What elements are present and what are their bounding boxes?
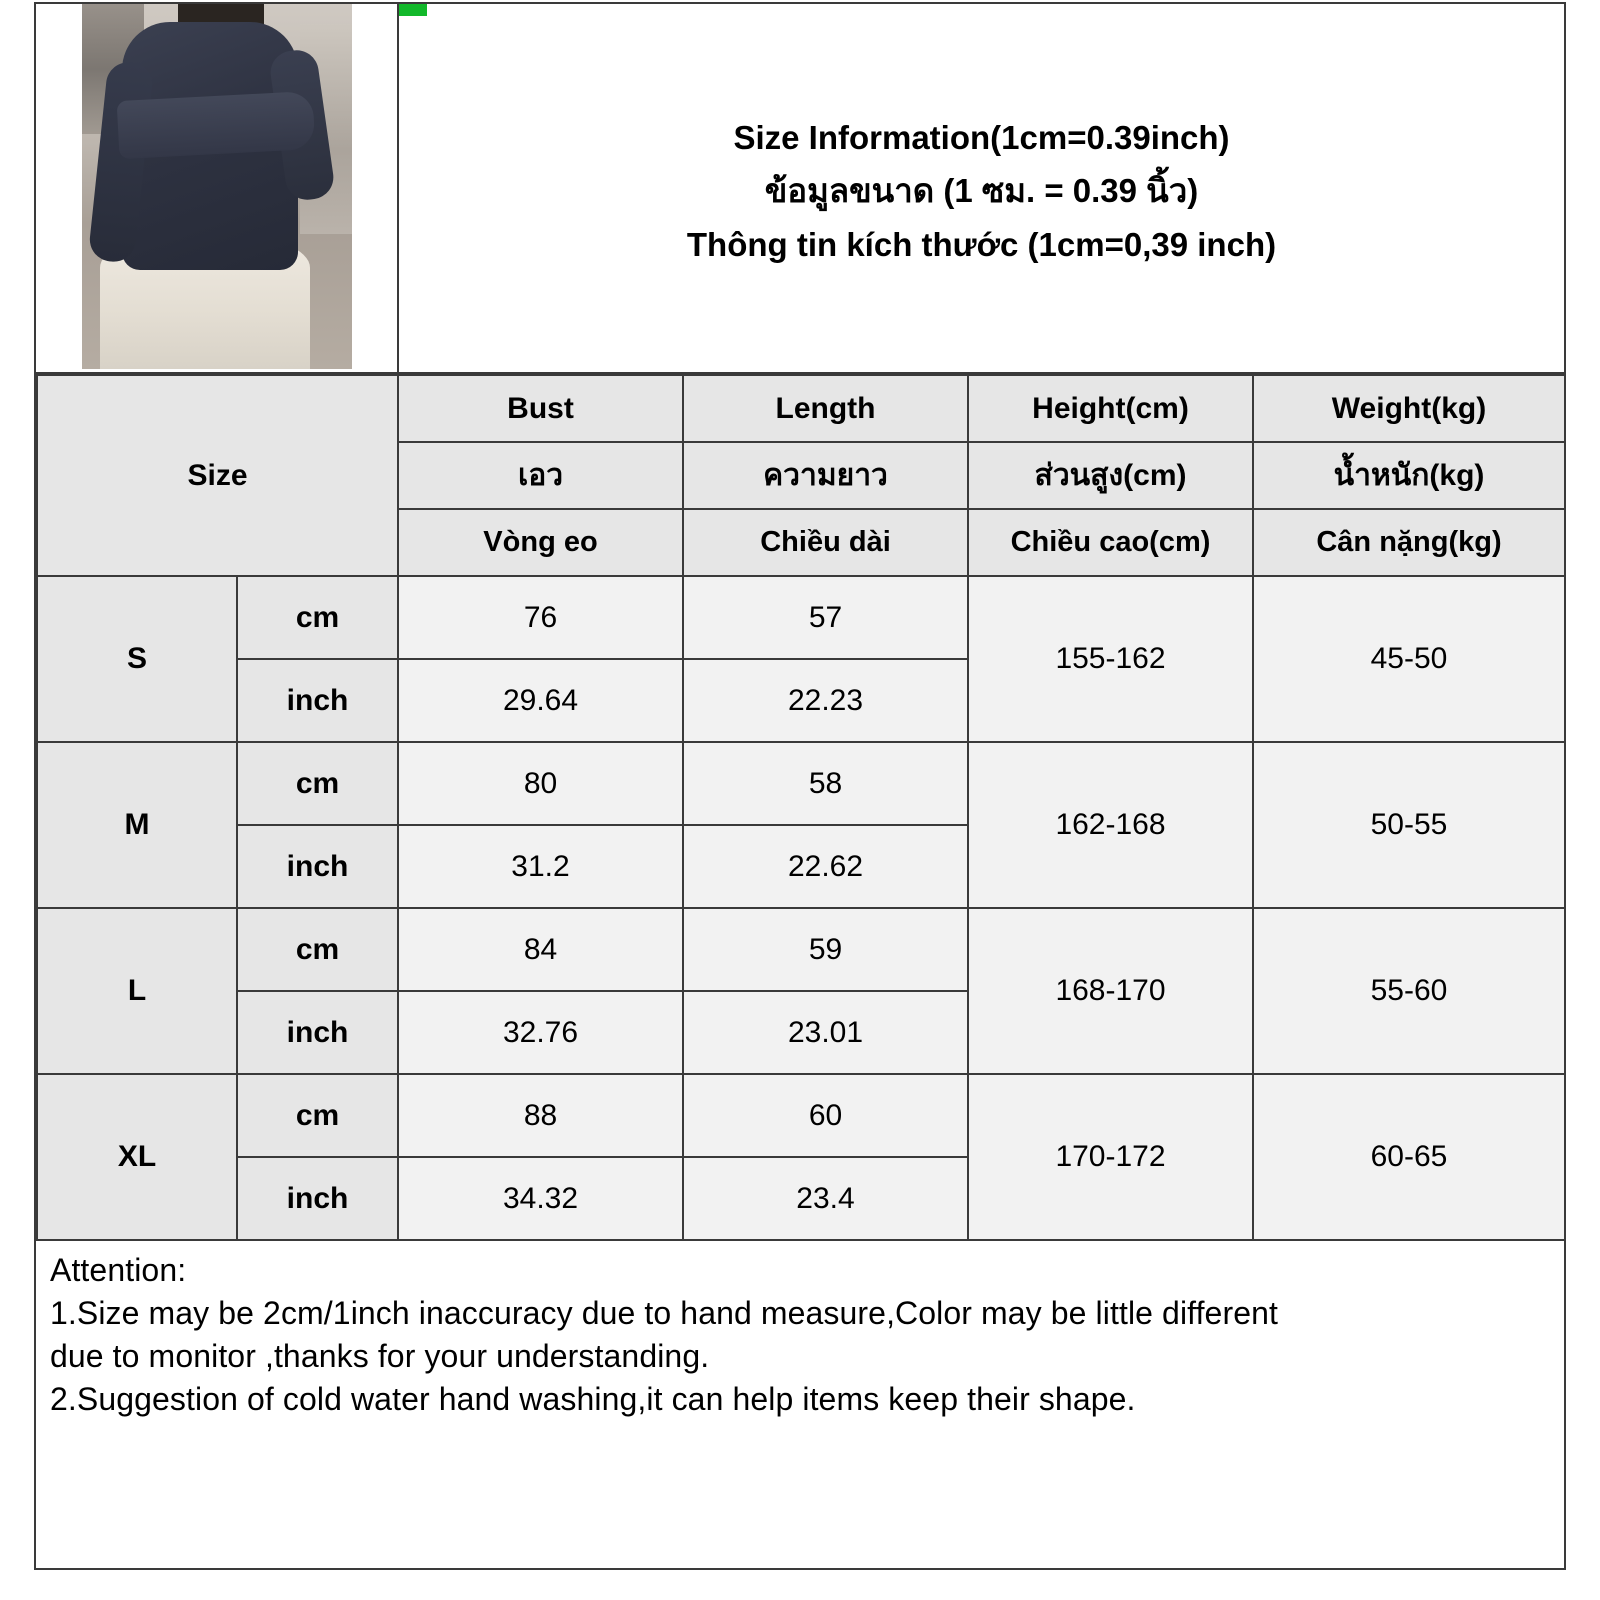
row-unit-inch: inch	[237, 659, 398, 742]
row-size-label: M	[37, 742, 237, 908]
attention-line-2: due to monitor ,thanks for your understanding.	[50, 1337, 710, 1374]
attention-title: Attention:	[50, 1252, 187, 1288]
row-size-label: L	[37, 908, 237, 1074]
col-header-length-en: Length	[683, 375, 968, 442]
title-line-vi: Thông tin kích thước (1cm=0,39 inch)	[686, 225, 1277, 263]
cell-length-inch: 22.62	[683, 825, 968, 908]
cell-length-inch: 23.4	[683, 1157, 968, 1240]
cell-height: 170-172	[968, 1074, 1253, 1240]
attention-block	[36, 1241, 1564, 1421]
row-size-label: S	[37, 576, 237, 742]
green-marker	[399, 4, 427, 16]
col-header-height-en: Height(cm)	[968, 375, 1253, 442]
col-header-bust-vi: Vòng eo	[398, 509, 683, 576]
attention-line-3: 2.Suggestion of cold water hand washing,it can help items keep their shape.	[50, 1380, 1136, 1417]
cell-length-inch: 23.01	[683, 991, 968, 1074]
col-header-bust-th: เอว	[398, 442, 683, 509]
cell-weight: 50-55	[1253, 742, 1565, 908]
cell-bust-inch: 34.32	[398, 1157, 683, 1240]
size-table	[36, 374, 1566, 1241]
title-line-th: ข้อมูลขนาด (1 ซม. = 0.39 นิ้ว)	[764, 172, 1199, 210]
row-unit-cm: cm	[237, 908, 398, 991]
attention-line-1: 1.Size may be 2cm/1inch inaccuracy due to hand measure,Color may be little different	[50, 1294, 1278, 1331]
size-header-cell: Size	[37, 375, 398, 576]
cell-bust-cm: 76	[398, 576, 683, 659]
table-row	[37, 908, 1565, 991]
col-header-weight-en: Weight(kg)	[1253, 375, 1565, 442]
cell-height: 168-170	[968, 908, 1253, 1074]
cell-weight: 45-50	[1253, 576, 1565, 742]
col-header-height-vi: Chiều cao(cm)	[968, 509, 1253, 576]
chart-header	[36, 4, 1564, 374]
col-header-bust-en: Bust	[398, 375, 683, 442]
row-unit-inch: inch	[237, 991, 398, 1074]
cell-length-cm: 58	[683, 742, 968, 825]
col-header-height-th: ส่วนสูง(cm)	[968, 442, 1253, 509]
cell-height: 155-162	[968, 576, 1253, 742]
cell-length-cm: 57	[683, 576, 968, 659]
col-header-weight-vi: Cân nặng(kg)	[1253, 509, 1565, 576]
cell-length-cm: 59	[683, 908, 968, 991]
photo-shoulder-drape	[117, 91, 316, 159]
table-row	[37, 1074, 1565, 1157]
cell-bust-inch: 31.2	[398, 825, 683, 908]
cell-height: 162-168	[968, 742, 1253, 908]
col-header-length-th: ความยาว	[683, 442, 968, 509]
cell-bust-inch: 29.64	[398, 659, 683, 742]
product-photo-cell	[36, 4, 399, 372]
product-photo	[82, 4, 352, 369]
table-row	[37, 576, 1565, 659]
cell-bust-inch: 32.76	[398, 991, 683, 1074]
cell-bust-cm: 88	[398, 1074, 683, 1157]
row-unit-cm: cm	[237, 576, 398, 659]
title-block	[399, 4, 1564, 372]
row-unit-inch: inch	[237, 825, 398, 908]
row-unit-cm: cm	[237, 742, 398, 825]
cell-weight: 55-60	[1253, 908, 1565, 1074]
cell-bust-cm: 80	[398, 742, 683, 825]
col-header-length-vi: Chiều dài	[683, 509, 968, 576]
col-header-weight-th: น้ำหนัก(kg)	[1253, 442, 1565, 509]
row-unit-inch: inch	[237, 1157, 398, 1240]
cell-weight: 60-65	[1253, 1074, 1565, 1240]
row-unit-cm: cm	[237, 1074, 398, 1157]
table-row	[37, 742, 1565, 825]
table-header-row-en	[37, 375, 1565, 442]
cell-length-cm: 60	[683, 1074, 968, 1157]
cell-length-inch: 22.23	[683, 659, 968, 742]
title-line-en: Size Information(1cm=0.39inch)	[733, 118, 1230, 156]
row-size-label: XL	[37, 1074, 237, 1240]
cell-bust-cm: 84	[398, 908, 683, 991]
size-chart-sheet	[34, 2, 1566, 1570]
